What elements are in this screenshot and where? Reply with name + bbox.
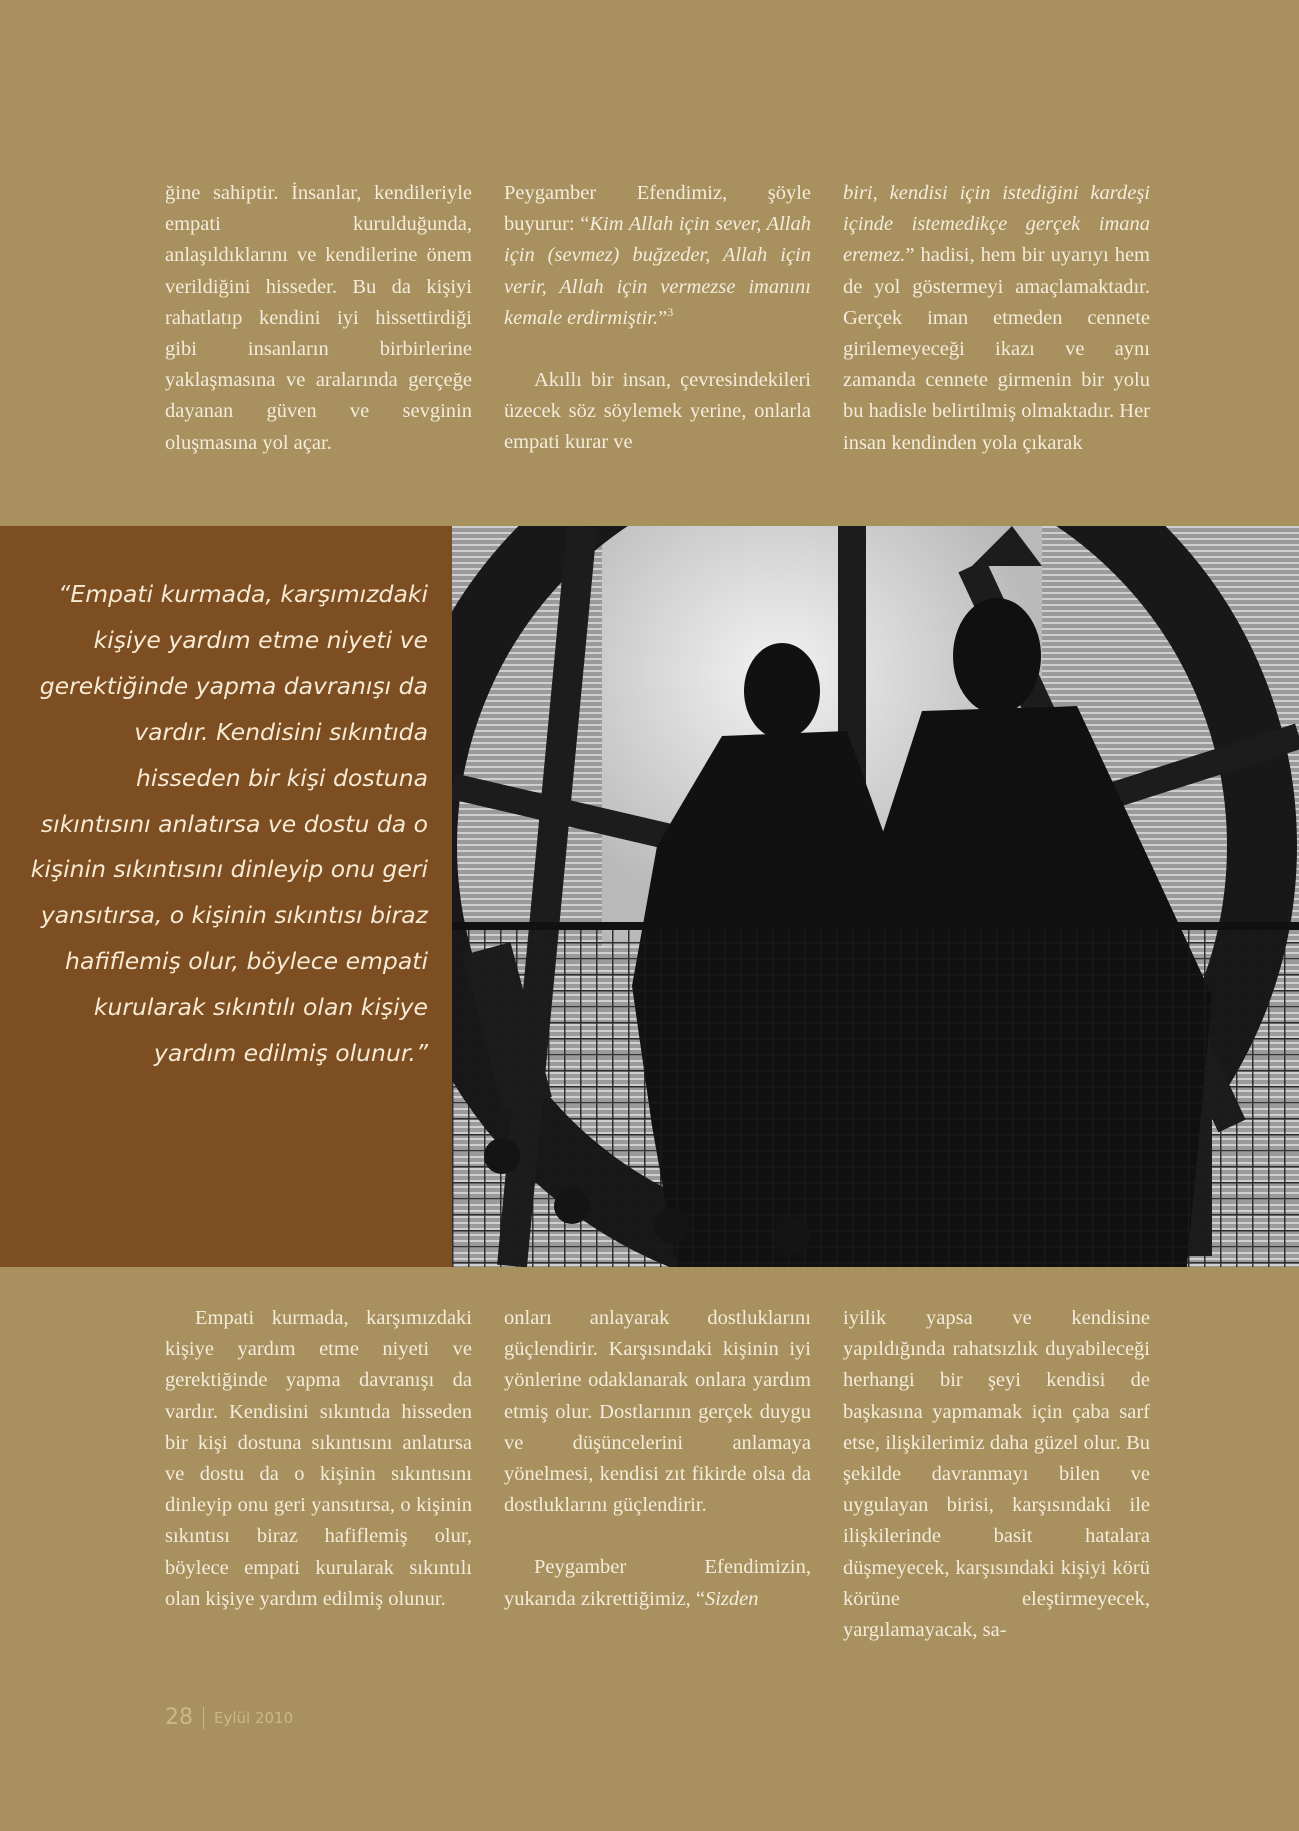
bottom-column-3 bbox=[843, 1303, 1150, 1646]
top-column-3 bbox=[843, 178, 1150, 459]
quote-close: ” bbox=[658, 306, 668, 329]
bottom-column-2 bbox=[504, 1303, 811, 1615]
page-footer bbox=[165, 1705, 293, 1730]
bottom-col3-paragraph: iyilik yapsa ve kendisine yapıldığında rahatsızlık duyabileceği herhangi bir şeyi kendisi de başkasına yapmamak için çaba sarf etse, ilişkilerimiz daha güzel olur. Bu şekilde davranmayı bilen ve uygulayan birisi, karşısındaki ile ilişkilerinde basit hatalara düşmeyecek, karşısındaki kişiyi körü körüne eleştirmeyecek, yargılamayacak, sa- bbox=[843, 1307, 1150, 1642]
photo-illustration bbox=[452, 526, 1299, 1267]
top-column-2 bbox=[504, 178, 811, 459]
top-col1-paragraph: ğine sahiptir. İnsanlar, kendileriyle empati kurulduğunda, anlaşıldıklarını ve kendilerine önem verildiğini hisseder. Bu da kişiyi rahatlatıp kendini iyi hissettirdiği gibi insanların birbirlerine yaklaşmasına ve aralarında gerçeğe dayanan güven ve sevginin oluşmasına yol açar. bbox=[165, 182, 472, 454]
clock-silhouette-photo bbox=[452, 526, 1299, 1267]
feature-band bbox=[0, 526, 1299, 1267]
bottom-col2-paragraph-2 bbox=[504, 1552, 811, 1614]
top-col2-paragraph-1 bbox=[504, 178, 811, 334]
bottom-col2-paragraph-1: onları anlayarak dostluklarını güçlendirir. Karşısındaki kişinin iyi yönlerine odaklanarak onlara yardım etmiş olur. Dostlarının gerçek duygu ve düşüncelerini anlamaya yönelmesi, kendisi zıt fikirde olsa da dostluklarını güçlendirir. bbox=[504, 1307, 811, 1517]
pullquote: “Empati kurmada, karşımızdaki kişiye yardım etme niyeti ve gerektiğinde yapma davranışı da vardır. Kendisini sıkıntıda hisseden bir kişi dostuna sıkıntısını anlatırsa ve dostu da o kişinin sıkıntısını dinleyip onu geri yansıtırsa, o kişinin sıkıntısı biraz hafiflemiş olur, böylece empati kurularak sıkıntılı olan kişiye yardım edilmiş olunur.” bbox=[30, 580, 428, 1068]
bottom-col1-paragraph: Empati kurmada, karşımızdaki kişiye yardım etme niyeti ve gerektiğinde yapma davranışı da vardır. Kendisini sıkıntıda hisseden bir kişi dostuna sıkıntısını anlatırsa ve dostu da o kişinin sıkıntısını dinleyip onu geri yansıtırsa, o kişinin sıkıntısı biraz hafiflemiş olur, böylece empati kurularak sıkıntılı olan kişiye yardım edilmiş olunur. bbox=[165, 1307, 472, 1610]
bottom-column-1 bbox=[165, 1303, 472, 1615]
hadith-quote-start: Sizden bbox=[704, 1587, 759, 1610]
hadith-intro: Peygamber Efendimiz, şöyle buyurur: “ bbox=[504, 182, 811, 236]
footer-divider bbox=[203, 1707, 204, 1729]
top-col3-paragraph bbox=[843, 178, 1150, 459]
hadith-quote: Kim Allah için sever, Allah için (sevmez) buğzeder, Allah için verir, Allah için vermezse imanını kemale erdirmiştir. bbox=[504, 213, 811, 329]
top-col2-paragraph-2: Akıllı bir insan, çevresindekileri üzecek söz söylemek yerine, onlarla empati kurar ve bbox=[504, 369, 811, 454]
hadith-quote-continued: biri, kendisi için istediğini kardeşi içinde istemedikçe gerçek imana eremez. bbox=[843, 182, 1150, 267]
top-column-1 bbox=[165, 178, 472, 459]
issue-date: Eylül 2010 bbox=[214, 1708, 294, 1727]
pullquote-panel bbox=[0, 526, 452, 1267]
page-number: 28 bbox=[165, 1705, 193, 1730]
hadith-commentary: ” hadisi, hem bir uyarıyı hem de yol göstermeyi amaçlamaktadır. Gerçek iman etmeden cennete girilemeyeceği ikazı ve aynı zamanda cennete girmenin bir yolu bu hadisle belirtilmiş olmaktadır. Her insan kendinden yola çıkarak bbox=[843, 244, 1150, 454]
footnote-ref: 3 bbox=[667, 304, 674, 319]
hadith-reference: Peygamber Efendimizin, yukarıda zikrettiğimiz, “ bbox=[504, 1556, 811, 1610]
